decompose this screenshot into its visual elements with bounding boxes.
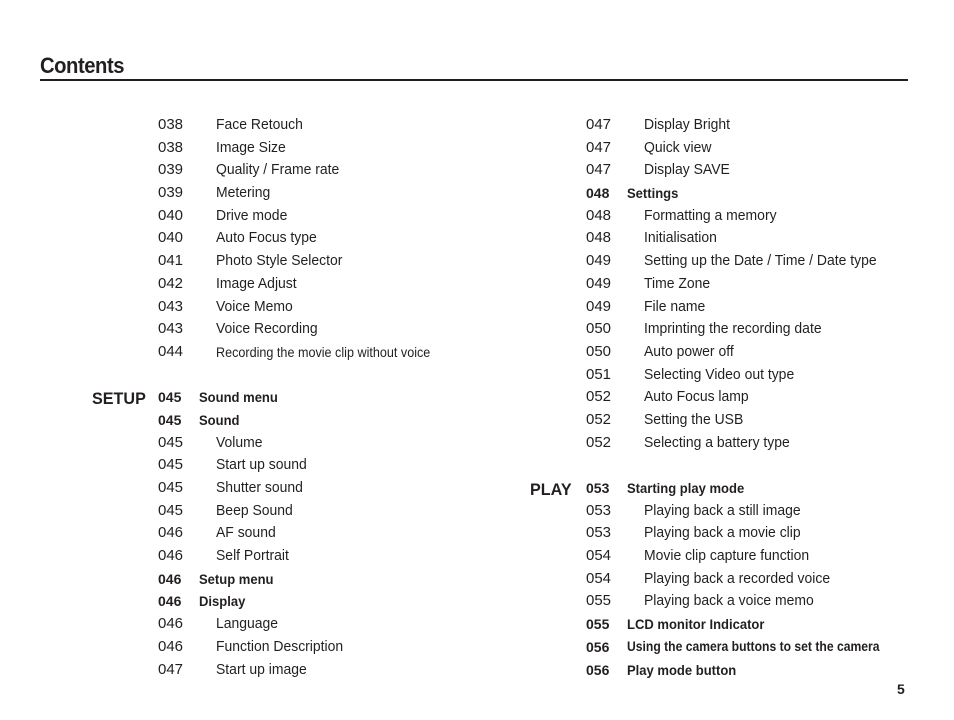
toc-entry-title: Voice Memo: [216, 297, 293, 315]
toc-entry-title: Quick view: [644, 138, 712, 156]
toc-entry[interactable]: [586, 409, 954, 432]
toc-page-number: 053: [586, 524, 612, 542]
section-gap: [158, 364, 598, 387]
toc-heading[interactable]: [586, 182, 954, 205]
toc-entry[interactable]: [586, 273, 954, 296]
section-label-play: PLAY: [530, 480, 572, 499]
toc-entry-title: Play mode button: [627, 661, 737, 678]
toc-entry[interactable]: [586, 137, 954, 160]
toc-entry[interactable]: [586, 432, 954, 455]
toc-entry[interactable]: [586, 250, 954, 273]
toc-heading[interactable]: [158, 409, 598, 432]
toc-entry-title: Drive mode: [216, 206, 288, 224]
toc-entry-title: Image Size: [216, 138, 286, 156]
toc-entry-title: Face Retouch: [216, 116, 303, 133]
toc-column-left: [158, 114, 598, 681]
toc-entry[interactable]: [158, 205, 598, 228]
page-number: 5: [897, 681, 905, 697]
toc-page-number: 045: [158, 433, 184, 451]
toc-page-number: 045: [158, 456, 184, 474]
toc-entry[interactable]: [158, 273, 598, 296]
toc-entry-title: Start up image: [216, 660, 307, 678]
toc-page-number: 038: [158, 138, 184, 156]
toc-entry-title: Time Zone: [644, 274, 711, 292]
toc-entry[interactable]: [586, 296, 954, 319]
toc-entry-title: Settings: [627, 185, 679, 202]
toc-entry-title: Setting the USB: [644, 410, 744, 428]
toc-entry-title: Selecting a battery type: [644, 433, 790, 451]
toc-entry[interactable]: [158, 227, 598, 250]
toc-page-number: 048: [586, 185, 610, 202]
toc-entry[interactable]: [586, 205, 954, 228]
toc-entry-title: Photo Style Selector: [216, 252, 343, 270]
toc-entry[interactable]: [158, 613, 598, 636]
toc-entry-title: Self Portrait: [216, 547, 289, 565]
toc-entry[interactable]: [158, 250, 598, 273]
toc-page-number: 042: [158, 274, 184, 292]
toc-entry-title: Auto power off: [644, 342, 734, 360]
toc-entry-title: Metering: [216, 184, 271, 202]
toc-page-number: 045: [158, 479, 184, 496]
toc-entry-title: Playing back a voice memo: [644, 592, 814, 610]
toc-entry-title: Selecting Video out type: [644, 365, 795, 383]
toc-entry[interactable]: [586, 318, 954, 341]
section-gap: [586, 454, 954, 477]
toc-page-number: 045: [158, 389, 182, 406]
toc-page-number: 047: [586, 116, 612, 133]
toc-entry[interactable]: [158, 432, 598, 455]
toc-entry[interactable]: [586, 114, 954, 137]
toc-entry[interactable]: [158, 341, 598, 364]
toc-page-number: 048: [586, 206, 612, 224]
toc-entry-title: File name: [644, 297, 706, 315]
toc-page-number: 052: [586, 410, 612, 428]
toc-entry-title: Formatting a memory: [644, 206, 777, 224]
toc-entry[interactable]: [586, 227, 954, 250]
toc-entry-title: Recording the movie clip without voice: [216, 343, 431, 360]
toc-entry[interactable]: [586, 545, 954, 568]
toc-entry[interactable]: [586, 159, 954, 182]
toc-entry-title: Voice Recording: [216, 320, 318, 338]
toc-entry[interactable]: [586, 386, 954, 409]
toc-page-number: 046: [158, 524, 184, 542]
toc-page-number: 049: [586, 274, 612, 292]
toc-entry[interactable]: [158, 636, 598, 659]
toc-page-number: 045: [158, 411, 182, 428]
toc-page-number: 056: [586, 638, 610, 655]
toc-entry-title: LCD monitor Indicator: [627, 616, 765, 633]
toc-page-number: 053: [586, 480, 610, 496]
toc-page-number: 043: [158, 297, 184, 315]
toc-entry-title: Playing back a recorded voice: [644, 569, 831, 587]
toc-entry-title: Playing back a still image: [644, 501, 801, 519]
toc-page-number: 054: [586, 547, 612, 565]
toc-entry-title: Initialisation: [644, 229, 717, 247]
toc-entry-title: Language: [216, 615, 279, 633]
toc-heading[interactable]: [586, 636, 954, 659]
toc-heading[interactable]: [586, 477, 954, 500]
toc-entry[interactable]: [158, 159, 598, 182]
page-title: Contents: [40, 53, 125, 78]
toc-entry[interactable]: [158, 318, 598, 341]
toc-entry-title: Starting play mode: [627, 480, 745, 496]
toc-entry-title: Start up sound: [216, 456, 307, 474]
toc-entry-title: Setup menu: [199, 570, 274, 587]
toc-page-number: 050: [586, 320, 612, 338]
toc-heading[interactable]: [158, 590, 598, 613]
toc-entry[interactable]: [586, 364, 954, 387]
toc-page-number: 049: [586, 252, 612, 270]
toc-page-number: 047: [158, 660, 184, 678]
toc-entry[interactable]: [158, 545, 598, 568]
toc-page-number: 046: [158, 593, 182, 610]
toc-entry-title: Shutter sound: [216, 479, 303, 496]
toc-entry[interactable]: [586, 341, 954, 364]
toc-entry[interactable]: [158, 454, 598, 477]
toc-entry-title: Setting up the Date / Time / Date type: [644, 252, 877, 270]
toc-entry[interactable]: [158, 114, 598, 137]
toc-page-number: 049: [586, 297, 612, 315]
toc-page-number: 046: [158, 570, 182, 587]
toc-page-number: 041: [158, 252, 184, 270]
toc-entry[interactable]: [586, 590, 954, 613]
toc-heading[interactable]: [158, 568, 598, 591]
toc-page-number: 039: [158, 184, 184, 202]
toc-heading[interactable]: [586, 659, 954, 682]
toc-entry-title: Playing back a movie clip: [644, 524, 801, 542]
toc-page-number: 040: [158, 206, 184, 224]
toc-entry-title: Function Description: [216, 637, 344, 655]
toc-entry[interactable]: [158, 137, 598, 160]
toc-entry-title: Image Adjust: [216, 274, 297, 292]
toc-entry[interactable]: [158, 659, 598, 682]
toc-entry[interactable]: [586, 500, 954, 523]
toc-column-right: [586, 114, 954, 681]
toc-entry[interactable]: [158, 477, 598, 500]
toc-page-number: 050: [586, 342, 612, 360]
toc-entry-title: Beep Sound: [216, 501, 293, 519]
toc-page-number: 046: [158, 637, 184, 655]
toc-page-number: 040: [158, 229, 184, 247]
toc-entry-title: AF sound: [216, 524, 276, 542]
toc-page-number: 054: [586, 569, 612, 587]
toc-page-number: 046: [158, 615, 184, 633]
toc-page-number: 047: [586, 161, 612, 179]
toc-page-number: 055: [586, 592, 612, 610]
toc-page-number: 046: [158, 547, 184, 565]
toc-entry-title: Sound menu: [199, 389, 278, 406]
toc-entry-title: Display Bright: [644, 116, 731, 133]
toc-page-number: 056: [586, 661, 610, 678]
toc-page-number: 047: [586, 138, 612, 156]
section-label-setup: SETUP: [92, 389, 146, 408]
toc-entry-title: Auto Focus type: [216, 229, 317, 247]
toc-entry-title: Volume: [216, 433, 263, 451]
toc-heading[interactable]: [158, 386, 598, 409]
toc-page-number: 043: [158, 320, 184, 338]
toc-page-number: 048: [586, 229, 612, 247]
toc-entry[interactable]: [586, 522, 954, 545]
toc-entry-title: Quality / Frame rate: [216, 161, 340, 179]
toc-page-number: 038: [158, 116, 184, 133]
toc-page-number: 055: [586, 616, 610, 633]
toc-entry-title: Display SAVE: [644, 161, 730, 179]
toc-page-number: 044: [158, 342, 184, 360]
toc-entry[interactable]: [158, 182, 598, 205]
toc-entry[interactable]: [586, 568, 954, 591]
toc-page-number: 039: [158, 161, 184, 179]
toc-entry[interactable]: [158, 522, 598, 545]
toc-page-number: 051: [586, 365, 612, 383]
toc-entry-title: Auto Focus lamp: [644, 388, 749, 406]
toc-entry-title: Using the camera buttons to set the camera: [627, 638, 880, 654]
toc-entry[interactable]: [158, 296, 598, 319]
title-divider: [40, 79, 908, 81]
toc-entry-title: Imprinting the recording date: [644, 320, 822, 338]
toc-page-number: 045: [158, 501, 184, 519]
toc-entry-title: Display: [199, 593, 246, 610]
toc-heading[interactable]: [586, 613, 954, 636]
toc-page-number: 053: [586, 501, 612, 519]
toc-entry-title: Sound: [199, 411, 240, 428]
toc-page-number: 052: [586, 388, 612, 406]
toc-entry[interactable]: [158, 500, 598, 523]
toc-entry-title: Movie clip capture function: [644, 547, 810, 565]
toc-page-number: 052: [586, 433, 612, 451]
